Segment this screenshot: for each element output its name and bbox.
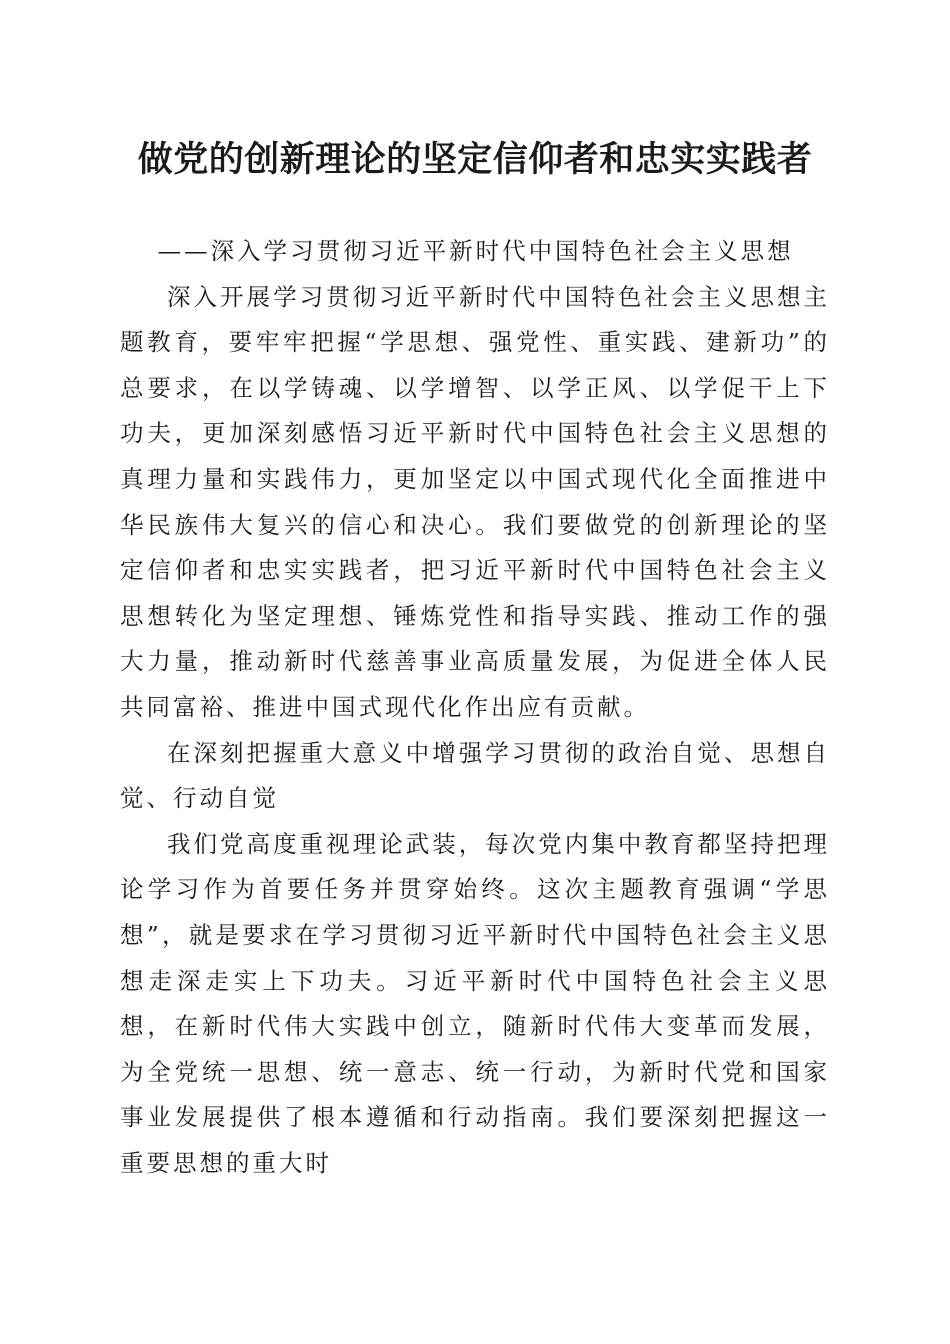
document-body <box>120 229 830 1186</box>
paragraph-intro: 深入开展学习贯彻习近平新时代中国特色社会主义思想主题教育，要牢牢把握“学思想、强党性、重实践、建新功”的总要求，在以学铸魂、以学增智、以学正风、以学促干上下功夫，更加深刻感悟习近平新时代中国特色社会主义思想的真理力量和实践伟力，更加坚定以中国式现代化全面推进中华民族伟大复兴的信心和决心。我们要做党的创新理论的坚定信仰者和忠实实践者，把习近平新时代中国特色社会主义思想转化为坚定理想、锤炼党性和指导实践、推动工作的强大力量，推动新时代慈善事业高质量发展，为促进全体人民共同富裕、推进中国式现代化作出应有贡献。 <box>120 282 830 721</box>
document-title: 做党的创新理论的坚定信仰者和忠实实践者 <box>137 139 813 180</box>
section-heading: 在深刻把握重大意义中增强学习贯彻的政治自觉、思想自觉、行动自觉 <box>120 738 830 813</box>
paragraph-body: 我们党高度重视理论武装，每次党内集中教育都坚持把理论学习作为首要任务并贯穿始终。这次主题教育强调“学思想”，就是要求在学习贯彻习近平新时代中国特色社会主义思想走深走实上下功夫。习近平新时代中国特色社会主义思想，在新时代伟大实践中创立，随新时代伟大变革而发展，为全党统一思想、统一意志、统一行动，为新时代党和国家事业发展提供了根本遵循和行动指南。我们要深刻把握这一重要思想的重大时 <box>120 829 830 1177</box>
document-subtitle: ——深入学习贯彻习近平新时代中国特色社会主义思想 <box>157 237 794 265</box>
